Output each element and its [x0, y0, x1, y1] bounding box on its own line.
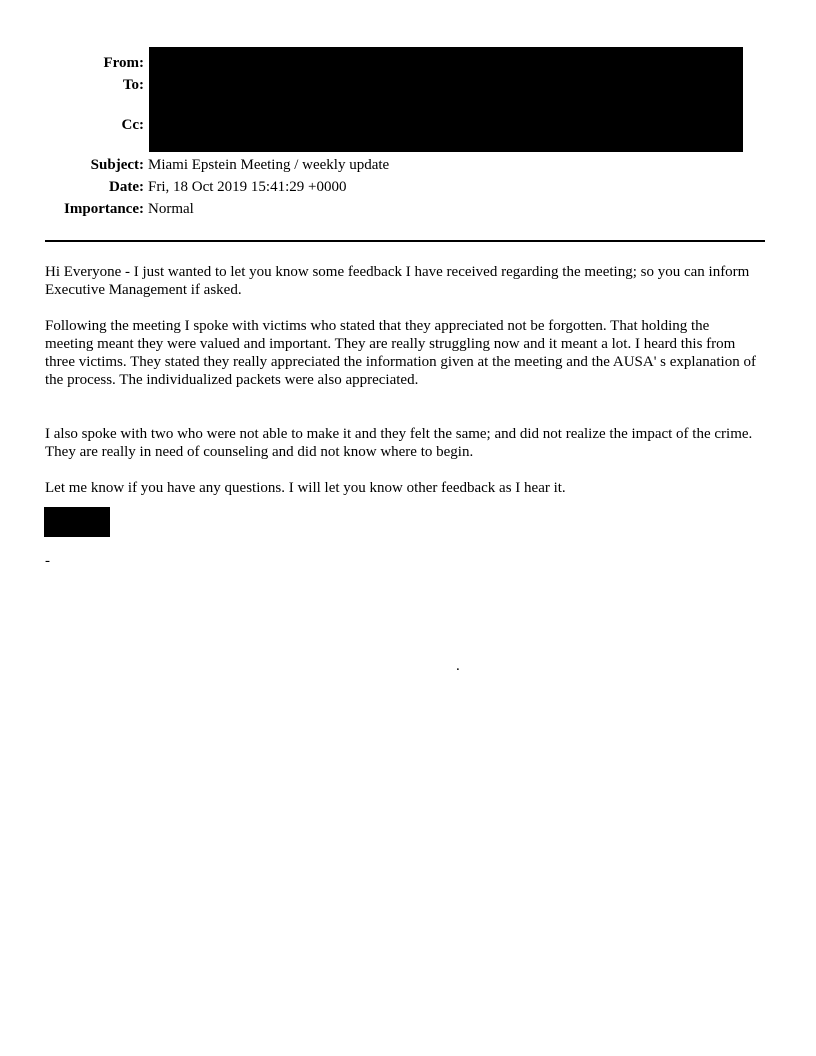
subject-value: Miami Epstein Meeting / weekly update [148, 157, 390, 173]
date-value: Fri, 18 Oct 2019 15:41:29 +0000 [148, 179, 347, 195]
date-label: Date: [109, 179, 144, 195]
body-paragraph-4: Let me know if you have any questions. I will let you know other feedback as I hear it. [45, 480, 566, 496]
to-label: To: [122, 77, 144, 93]
signature-redaction-block [44, 507, 110, 537]
trailing-dash: - [45, 553, 50, 569]
from-label: From: [103, 55, 144, 71]
stray-dot: . [456, 658, 460, 674]
body-paragraph-2: Following the meeting I spoke with victims who stated that they appreciated not be forgotten. That holding the meeting meant they were valued and important. They are really struggling now and it meant a lot. I heard this from three victims. They stated they really appreciated the information given at the meeting and the AUSA' s explanation of the process. The individualized packets were also appreciated. [45, 318, 756, 388]
cc-label: Cc: [121, 117, 144, 133]
body-paragraph-1: Hi Everyone - I just wanted to let you know some feedback I have received regarding the meeting; so you can inform Executive Management if asked. [45, 264, 750, 298]
importance-label: Importance: [64, 201, 144, 217]
body-paragraph-3: I also spoke with two who were not able to make it and they felt the same; and did not realize the impact of the crime. They are really in need of counseling and did not know where to begin. [45, 426, 753, 460]
recipients-redaction-block [149, 47, 743, 152]
subject-label: Subject: [90, 157, 144, 173]
header-divider [45, 240, 765, 242]
importance-value: Normal [148, 201, 194, 217]
